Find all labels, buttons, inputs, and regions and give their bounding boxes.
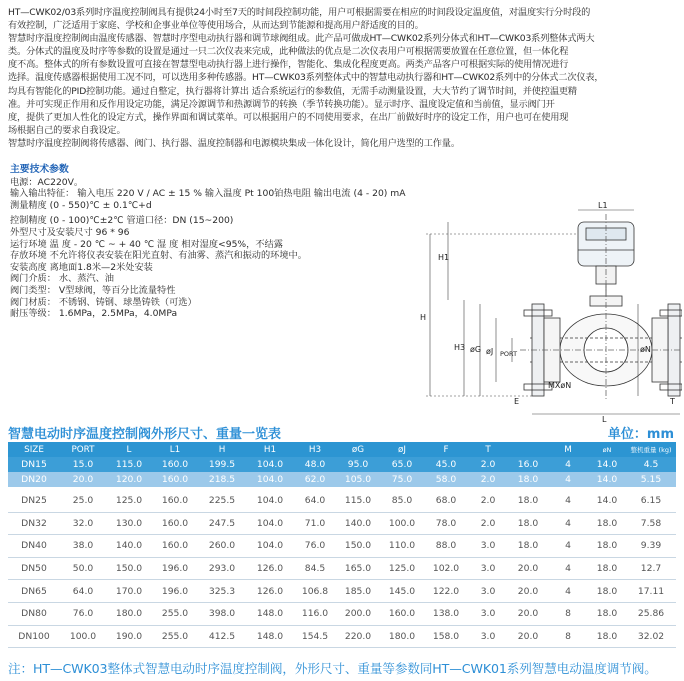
table-cell: DN20 [8,472,60,487]
table-cell: 76.0 [60,602,106,625]
table-cell: DN15 [8,457,60,472]
table-cell: 104.0 [246,472,294,487]
table-cell: 140.0 [336,512,380,535]
table-cell: 110.0 [380,535,424,558]
table-cell: 68.0 [424,487,468,512]
table-cell: 4 [548,512,588,535]
table-row [8,535,676,558]
table-cell: 2.0 [468,457,508,472]
table-cell: 115.0 [336,487,380,512]
col-header: 整机重量 (kg) [626,442,676,457]
intro-line: 选择。温度传感器根据使用工况不同，可以选用多种传感器。HT—CWK03系列整体式中的智慧电动执行器和HT—CWK02系列中的分体式二次仪表， [8,72,604,84]
table-cell: 7.58 [626,512,676,535]
table-cell: 18.0 [508,472,548,487]
table-cell: 95.0 [336,457,380,472]
table-cell: 6.15 [626,487,676,512]
dim-label-mxn: MXøN [548,381,572,390]
dim-label-h: H [420,313,427,322]
col-header: T [468,442,508,457]
table-cell: DN80 [8,602,60,625]
table-cell: 106.8 [294,580,336,603]
table-row [8,625,676,648]
table-cell: 104.0 [246,512,294,535]
param-line: 控制精度 (0 - 100)℃±2℃ 管道口径：DN (15~200) [10,215,234,227]
table-cell: 17.11 [626,580,676,603]
dim-label-n: øN [640,345,651,354]
table-cell: 64.0 [294,487,336,512]
table-cell: 140.0 [106,535,152,558]
table-cell: 75.0 [380,472,424,487]
col-header [508,442,548,457]
table-cell: 18.0 [588,535,626,558]
table-cell: 58.0 [424,472,468,487]
table-cell: 78.0 [424,512,468,535]
table-cell: 100.0 [60,625,106,648]
table-cell: 32.0 [60,512,106,535]
table-cell: 20.0 [508,580,548,603]
intro-line: 准。并可实现正作用和反作用设定功能，满足冷源调节和热源调节的转换（季节转换功能）。显示时序、温度设定值和当前值，显示阀门开 [8,98,555,110]
col-header: SIZE [8,442,60,457]
table-cell: 18.0 [508,487,548,512]
table-cell: 255.0 [152,625,198,648]
col-header: øG [336,442,380,457]
table-cell: 50.0 [60,557,106,580]
table-cell: 16.0 [508,457,548,472]
footnote: 注：HT—CWK03整体式智慧电动时序温度控制阀，外形尺寸、重量等参数同HT—CWK01系列智慧电动温度调节阀。 [8,661,657,676]
table-cell: 18.0 [508,535,548,558]
table-cell: 218.5 [198,472,246,487]
table-cell: DN65 [8,580,60,603]
col-header: M [548,442,588,457]
table-cell: 180.0 [106,602,152,625]
table-cell: 84.5 [294,557,336,580]
intro-line: 场根据自己的要求自我设定。 [8,124,126,136]
table-cell: 138.0 [424,602,468,625]
intro-line: HT—CWK02/03系列时序温度控制阀具有提供24小时至7天的时间段控制功能，用户可根据需要在相应的时间段设定温度值，对温度实行分时段的 [8,7,591,18]
param-line: 输入输出特征： 输入电压 220 V / AC ± 15 % 输入温度 Pt 100铂热电阻 输出电流 (4 - 20) mA [10,188,406,200]
table-cell: 125.0 [380,557,424,580]
param-line: 运行环境 温 度 - 20 ℃ ~ + 40 ℃ 湿 度 相对湿度<95%，不结露 [10,238,283,250]
table-cell: 150.0 [336,535,380,558]
table-cell: 130.0 [106,512,152,535]
unit-label: 单位：mm [607,427,674,442]
table-cell: 105.0 [336,472,380,487]
table-cell: 120.0 [106,472,152,487]
param-line: 安装高度 离地面1.8米—2米处安装 [10,261,153,273]
table-cell: 116.0 [294,602,336,625]
table-cell: 158.0 [424,625,468,648]
table-section-title: 智慧电动时序温度控制阀外形尺寸、重量一览表 [8,427,282,442]
table-cell: 412.5 [198,625,246,648]
table-cell: 102.0 [424,557,468,580]
dim-label-g: øG [470,345,482,354]
table-row [8,512,676,535]
dim-label-h3: H3 [454,343,466,352]
dim-label-j: øJ [486,347,494,356]
table-cell: 14.0 [588,472,626,487]
table-cell: 190.0 [106,625,152,648]
table-row [8,580,676,603]
param-line: 阀门介质： 水、蒸汽、油 [10,273,114,285]
dim-label-l1: L1 [598,201,608,210]
table-cell: 2.0 [468,472,508,487]
table-cell: DN100 [8,625,60,648]
table-row [8,457,676,472]
table-cell: 18.0 [588,512,626,535]
table-cell: 18.0 [588,602,626,625]
param-line: 外型尺寸及安装尺寸 96 * 96 [10,226,130,238]
table-cell: 4 [548,457,588,472]
table-cell: 18.0 [588,557,626,580]
table-cell: 20.0 [508,625,548,648]
table-cell: 14.0 [588,487,626,512]
table-cell: 15.0 [60,457,106,472]
table-cell: 12.7 [626,557,676,580]
table-cell: 170.0 [106,580,152,603]
col-header: PORT [60,442,106,457]
table-body [8,457,676,648]
table-cell: 71.0 [294,512,336,535]
table-cell: 255.0 [152,602,198,625]
col-header: øN [588,442,626,457]
technical-parameters [10,164,430,320]
table-cell: 165.0 [336,557,380,580]
col-header: L1 [152,442,198,457]
table-cell: 154.5 [294,625,336,648]
table-cell: DN25 [8,487,60,512]
table-cell: DN40 [8,535,60,558]
table-cell: 88.0 [424,535,468,558]
table-cell: 160.0 [152,512,198,535]
col-header: F [424,442,468,457]
table-cell: 4 [548,472,588,487]
dim-label-h1: H1 [438,253,450,262]
table-row [8,472,676,487]
table-cell: 104.0 [246,535,294,558]
table-cell: 85.0 [380,487,424,512]
valve-dimension-diagram [420,200,682,422]
table-cell: 9.39 [626,535,676,558]
dimension-weight-table [8,442,676,648]
table-cell: 160.0 [152,457,198,472]
table-row [8,602,676,625]
table-cell: 4 [548,535,588,558]
params-title: 主要技术参数 [10,164,69,175]
param-line: 存放环境 不允许将仪表安装在阳光直射、有油雾、蒸汽和振动的环境中。 [10,250,307,262]
table-cell: DN32 [8,512,60,535]
table-cell: 196.0 [152,557,198,580]
table-cell: 20.0 [508,557,548,580]
table-cell: 18.0 [588,580,626,603]
intro-line: 有效控制，广泛适用于家庭、学校和企事业单位等使用场合，从而达到节能源和提高用户舒适度的目的。 [8,20,424,32]
table-cell: 48.0 [294,457,336,472]
table-cell: 2.0 [468,512,508,535]
table-cell: 104.0 [246,487,294,512]
intro-line: 度，提供了更加人性化的设定方式，操作界面和调试菜单。可以根据用户的不同使用要求，在出厂前做好时序的设定工作，用户也可在使用现 [8,111,569,123]
table-cell: 45.0 [424,457,468,472]
table-cell: 200.0 [336,602,380,625]
table-cell: 18.0 [508,512,548,535]
table-cell: 4.5 [626,457,676,472]
table-cell: 8 [548,625,588,648]
table-cell: 160.0 [152,472,198,487]
table-cell: 25.0 [60,487,106,512]
table-row [8,487,676,512]
table-cell: 398.0 [198,602,246,625]
table-cell: 2.0 [468,487,508,512]
table-cell: 64.0 [60,580,106,603]
table-cell: 220.0 [336,625,380,648]
col-header: øJ [380,442,424,457]
table-cell: 8 [548,602,588,625]
table-cell: 4 [548,580,588,603]
dim-label-e: E [514,397,520,406]
table-cell: 160.0 [380,602,424,625]
table-cell: 293.0 [198,557,246,580]
table-cell: 122.0 [424,580,468,603]
intro-line: 智慧时序温度控制阀将传感器、阀门、执行器、温度控制器和电源模块集成一体化设计，简化用户选型的工作量。 [8,137,460,149]
table-cell: 3.0 [468,602,508,625]
table-cell: 3.0 [468,557,508,580]
table-cell: 225.5 [198,487,246,512]
table-cell: 145.0 [380,580,424,603]
param-line: 电源：AC220V。 [10,176,84,188]
intro-text [8,6,676,150]
table-cell: 32.02 [626,625,676,648]
table-cell: 4 [548,557,588,580]
table-cell: 3.0 [468,625,508,648]
col-header: L [106,442,152,457]
table-cell: 3.0 [468,580,508,603]
dim-label-port: PORT [500,350,518,358]
intro-line: 智慧时序温度控制阀由温度传感器、智慧时序型电动执行器和调节球阀组成。此产品可做成HT—CWK02系列分体式和HT—CWK03系列整体式两大 [8,33,595,45]
table-cell: 104.0 [246,457,294,472]
table-cell: 20.0 [508,602,548,625]
col-header: H [198,442,246,457]
table-cell: 325.3 [198,580,246,603]
table-cell: 20.0 [60,472,106,487]
table-cell: 25.86 [626,602,676,625]
table-cell: 14.0 [588,457,626,472]
table-cell: 125.0 [106,487,152,512]
intro-line: 类。分体式的温度及时序等参数的设置是通过一只二次仪表来完成，此种做法的优点是二次仪表用户可根据需要放置在任意位置，但一体化程 [8,46,569,58]
intro-line: 度不高。整体式的所有参数设置可直接在智慧型电动执行器上进行操作，智能化、集成化程度更高。两类产品客户可根据实际的使用情况进行 [8,59,569,71]
table-cell: 247.5 [198,512,246,535]
table-cell: 126.0 [246,580,294,603]
col-header: H3 [294,442,336,457]
table-cell: 4 [548,487,588,512]
intro-line: 均具有智能化的PID控制功能。通过自整定，执行器将计算出 适合系统运行的参数值，无需手动测量设置，大大节约了调节时间，并使控温更精 [8,85,577,97]
table-header-row [8,442,676,457]
table-cell: 180.0 [380,625,424,648]
table-cell: 18.0 [588,625,626,648]
table-cell: DN50 [8,557,60,580]
table-cell: 148.0 [246,602,294,625]
param-line: 耐压等级： 1.6MPa，2.5MPa，4.0MPa [10,308,178,320]
table-cell: 100.0 [380,512,424,535]
param-line: 测量精度 (0 - 550)℃ ± 0.1℃+d [10,199,152,211]
table-cell: 62.0 [294,472,336,487]
table-cell: 5.15 [626,472,676,487]
table-row [8,557,676,580]
param-line: 阀门材质： 不锈钢、铸钢、球墨铸铁（可选） [10,296,197,308]
table-cell: 126.0 [246,557,294,580]
table-cell: 260.0 [198,535,246,558]
table-cell: 148.0 [246,625,294,648]
table-cell: 160.0 [152,535,198,558]
table-cell: 185.0 [336,580,380,603]
table-cell: 115.0 [106,457,152,472]
table-cell: 65.0 [380,457,424,472]
table-cell: 76.0 [294,535,336,558]
dim-label-l: L [602,415,607,422]
table-cell: 3.0 [468,535,508,558]
col-header: H1 [246,442,294,457]
table-cell: 199.5 [198,457,246,472]
table-cell: 38.0 [60,535,106,558]
table-cell: 150.0 [106,557,152,580]
table-cell: 160.0 [152,487,198,512]
param-line: 阀门类型： V型球阀，等百分比流量特性 [10,284,176,296]
dim-label-t: T [670,397,675,406]
table-cell: 196.0 [152,580,198,603]
